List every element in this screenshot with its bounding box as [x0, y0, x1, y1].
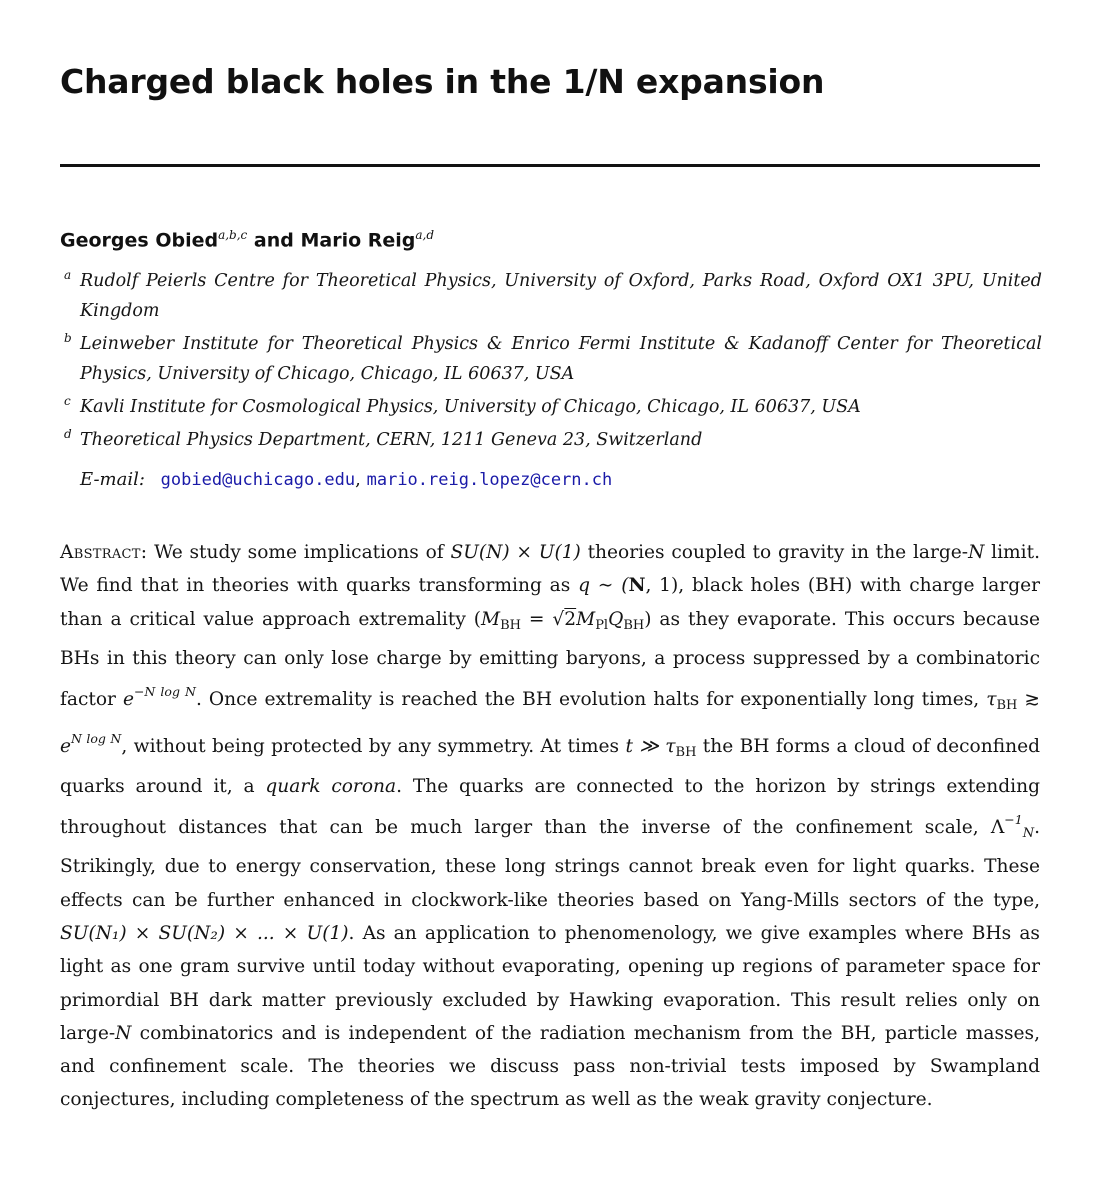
- affiliation-text: Rudolf Peierls Centre for Theoretical Physics, University of Oxford, Parks Road, Oxford OX1 3PU, United Kingdom: [80, 271, 1042, 321]
- math-exp: e: [122, 689, 134, 711]
- abstract-text: theories coupled to gravity in the large-: [580, 542, 969, 563]
- abstract: [60, 536, 1040, 1117]
- math-mass: M: [481, 608, 501, 630]
- affiliation-mark: d: [64, 427, 72, 441]
- abstract-heading: Abstract:: [60, 542, 148, 563]
- abstract-text: the BH forms a cloud of deconfined quarks around it, a: [60, 736, 1040, 797]
- math-subscript: BH: [675, 745, 697, 761]
- math-rep: , 1): [645, 575, 679, 597]
- affiliation-mark: a: [64, 268, 72, 282]
- affiliation-text: Theoretical Physics Department, CERN, 1211 Geneva 23, Switzerland: [80, 430, 703, 450]
- author-affil-marks: a,b,c: [218, 228, 248, 242]
- math-clockwork-chain: SU(N₁) × SU(N₂) × ... × U(1): [60, 922, 349, 944]
- abstract-text: , black holes (BH) with charge larger than a critical value approach extremality (: [60, 575, 1040, 630]
- abstract-text: limit. We find that in theories with quarks transforming as: [60, 542, 1040, 597]
- author-join: and: [253, 229, 294, 252]
- affiliation: [60, 266, 1042, 326]
- math-gtrsim: ≳: [1017, 689, 1040, 711]
- math-equals-sqrt: = √: [520, 608, 565, 630]
- math-subscript: BH: [996, 698, 1018, 714]
- abstract-text: . The quarks are connected to the horizon by strings extending throughout distances that can be much larger than the inverse of the confinement scale,: [60, 775, 1041, 839]
- math-n: N: [115, 1022, 132, 1044]
- abstract-text: . Strikingly, due to energy conservation, these long strings cannot break even for light quarks. These effects can be further enhanced in clockwork-like theories based on Yang-Mills sectors of the type,: [60, 817, 1040, 911]
- affiliation: [60, 329, 1042, 389]
- author-list: [60, 228, 434, 251]
- quark-corona-term: quark corona: [265, 775, 397, 797]
- math-exp: e: [60, 736, 72, 758]
- math-gauge-group: SU(N) × U(1): [450, 542, 581, 563]
- math-subscript: N: [1022, 826, 1035, 842]
- math-charge: Q: [608, 608, 624, 630]
- math-subscript: BH: [623, 617, 645, 633]
- author-name: Georges Obied: [60, 229, 219, 252]
- math-superscript: N log N: [71, 731, 122, 747]
- abstract-text: We study some implications of: [154, 542, 451, 563]
- math-subscript: BH: [500, 617, 521, 633]
- affiliation-mark: b: [64, 331, 72, 345]
- abstract-text: . As an application to phenomenology, we give examples where BHs as light as one gram survive until today without evaporating, opening up regions of parameter space for primordial BH dark matter previously excluded by Hawking evaporation. This result relies only on large-: [60, 922, 1040, 1044]
- affiliation-list: [60, 266, 1042, 458]
- email-separator: ,: [355, 469, 361, 490]
- math-q: q ∼ (: [578, 575, 629, 597]
- abstract-text: ) as they evaporate. This occurs because BHs in this theory can only lose charge by emitting baryons, a process suppressed by a combinatoric factor: [60, 608, 1041, 711]
- math-mass: M: [576, 608, 596, 630]
- affiliation-text: Kavli Institute for Cosmological Physics, University of Chicago, Chicago, IL 60637, USA: [80, 397, 861, 417]
- email-line: [80, 469, 612, 490]
- email-link-reig[interactable]: mario.reig.lopez@cern.ch: [366, 470, 613, 490]
- math-time: t ≫ τ: [625, 736, 676, 758]
- math-tau: τ: [986, 689, 997, 711]
- email-label: E-mail:: [80, 469, 145, 490]
- author-name: Mario Reig: [300, 229, 416, 252]
- affiliation: [60, 392, 1042, 422]
- title-rule: [60, 164, 1040, 167]
- abstract-text: , without being protected by any symmetry. At times: [121, 736, 626, 758]
- math-superscript: −1: [1004, 812, 1023, 828]
- abstract-text: combinatorics and is independent of the radiation mechanism from the BH, particle masses, and confinement scale. The theories we discuss pass non-trivial tests imposed by Swampland conjectures, including completeness of the spectrum as well as the weak gravity conjecture.: [60, 1022, 1040, 1111]
- abstract-text: . Once extremality is reached the BH evolution halts for exponentially long times,: [195, 689, 987, 711]
- math-radicand: 2: [564, 608, 577, 630]
- math-subscript: Pl: [595, 617, 609, 633]
- email-link-obied[interactable]: gobied@uchicago.edu: [160, 470, 356, 490]
- affiliation-mark: c: [64, 394, 71, 408]
- paper-title: Charged black holes in the 1/N expansion: [60, 62, 825, 101]
- math-superscript: −N log N: [133, 684, 196, 700]
- math-n-bold: N: [628, 575, 646, 597]
- math-n: N: [968, 542, 985, 563]
- affiliation-text: Leinweber Institute for Theoretical Physics & Enrico Fermi Institute & Kadanoff Center for Theoretical Physics, University of Chicago, Chicago, IL 60637, USA: [80, 334, 1042, 384]
- affiliation: [60, 425, 1042, 455]
- math-lambda: Λ: [990, 817, 1005, 839]
- author-affil-marks: a,d: [415, 228, 435, 242]
